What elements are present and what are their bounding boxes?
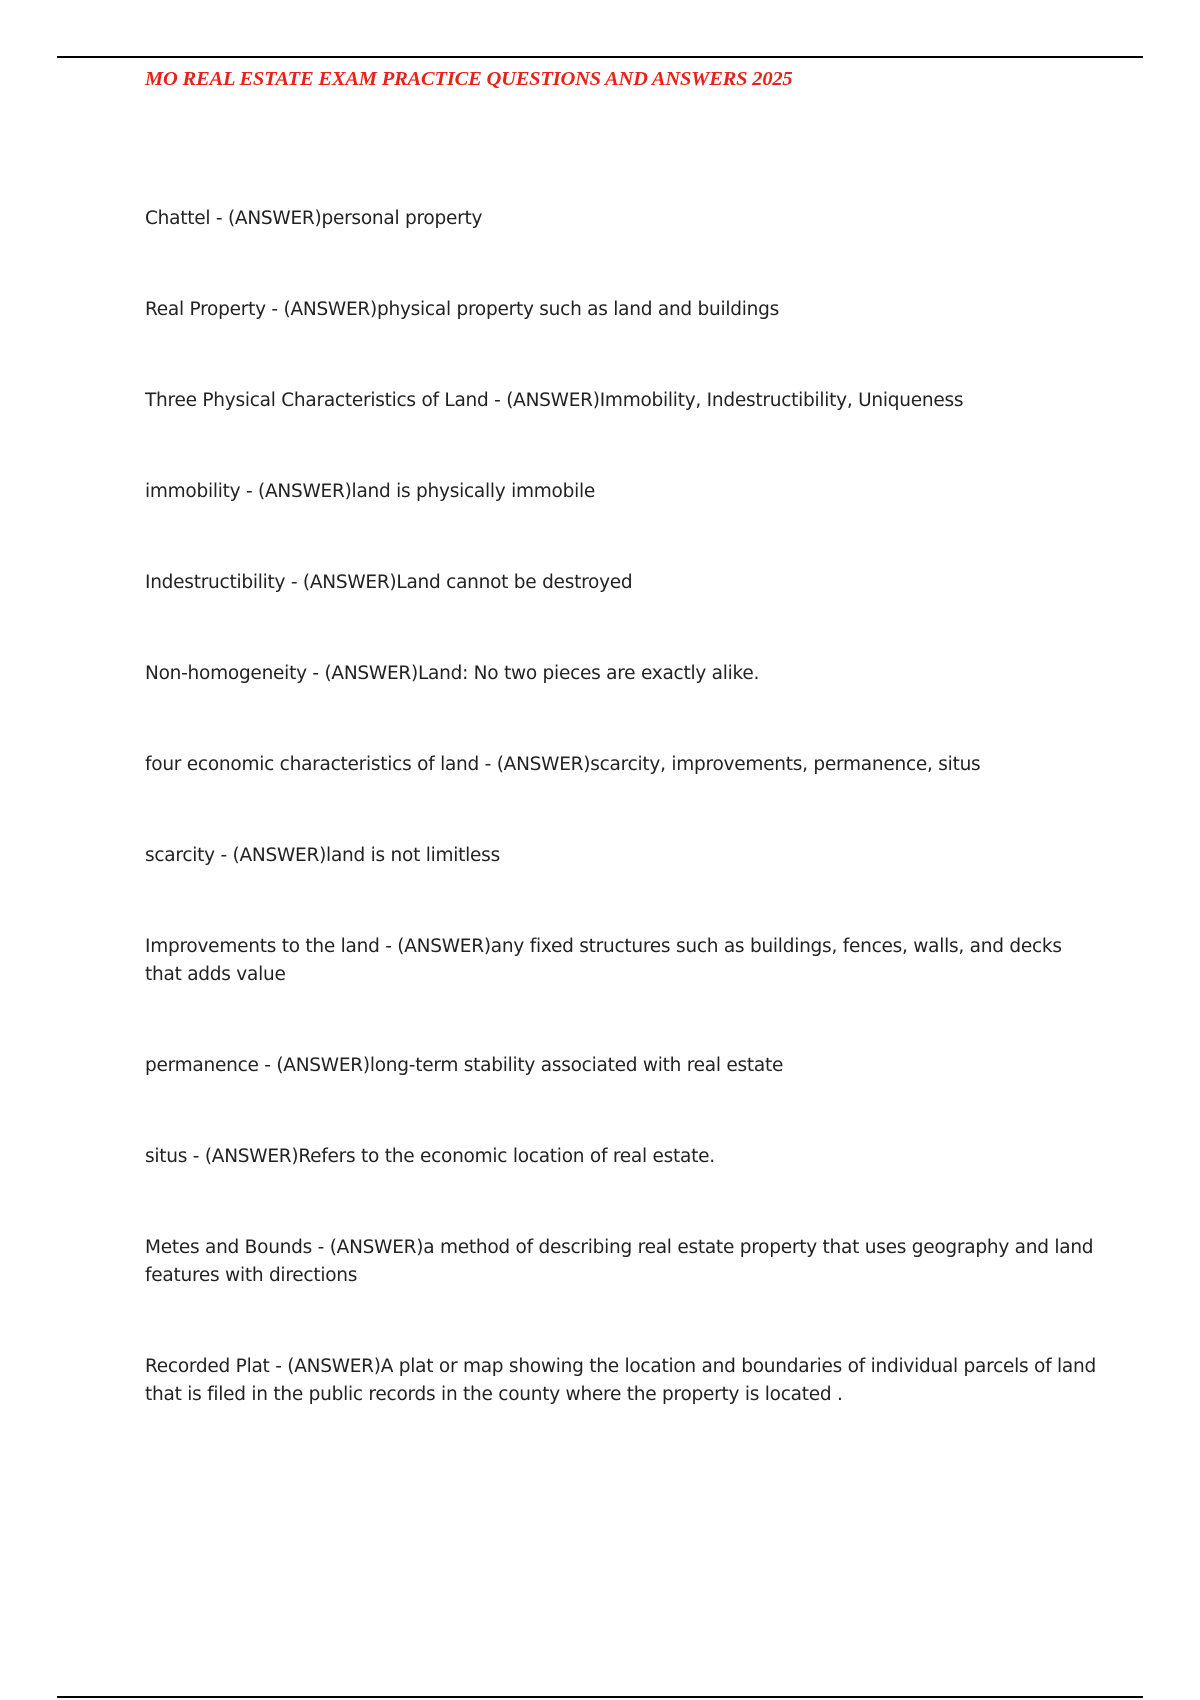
qa-entry-permanence: permanence - (ANSWER)long-term stability associated with real estate bbox=[145, 1055, 784, 1076]
qa-entry-scarcity: scarcity - (ANSWER)land is not limitless bbox=[145, 845, 500, 866]
document-title: MO REAL ESTATE EXAM PRACTICE QUESTIONS AND ANSWERS 2025 bbox=[145, 68, 793, 90]
qa-entry-immobility: immobility - (ANSWER)land is physically immobile bbox=[145, 481, 596, 502]
qa-entry-physical-characteristics: Three Physical Characteristics of Land - (ANSWER)Immobility, Indestructibility, Uniqueness bbox=[145, 390, 964, 411]
qa-entry-improvements: Improvements to the land - (ANSWER)any fixed structures such as buildings, fences, walls, and decks that adds value bbox=[145, 936, 1062, 985]
qa-entry-indestructibility: Indestructibility - (ANSWER)Land cannot be destroyed bbox=[145, 572, 633, 593]
qa-entry-non-homogeneity: Non-homogeneity - (ANSWER)Land: No two pieces are exactly alike. bbox=[145, 663, 760, 684]
qa-entry-situs: situs - (ANSWER)Refers to the economic location of real estate. bbox=[145, 1146, 715, 1167]
qa-entry-economic-characteristics: four economic characteristics of land - (ANSWER)scarcity, improvements, permanence, situs bbox=[145, 754, 981, 775]
qa-entry-real-property: Real Property - (ANSWER)physical property such as land and buildings bbox=[145, 299, 780, 320]
qa-entry-recorded-plat: Recorded Plat - (ANSWER)A plat or map showing the location and boundaries of individual parcels of land that is filed in the public records in the county where the property is located . bbox=[145, 1356, 1096, 1405]
qa-entry-chattel: Chattel - (ANSWER)personal property bbox=[145, 208, 483, 229]
qa-entry-metes-and-bounds: Metes and Bounds - (ANSWER)a method of describing real estate property that uses geography and land features with directions bbox=[145, 1237, 1094, 1286]
top-rule bbox=[57, 56, 1143, 58]
bottom-rule bbox=[57, 1696, 1143, 1698]
